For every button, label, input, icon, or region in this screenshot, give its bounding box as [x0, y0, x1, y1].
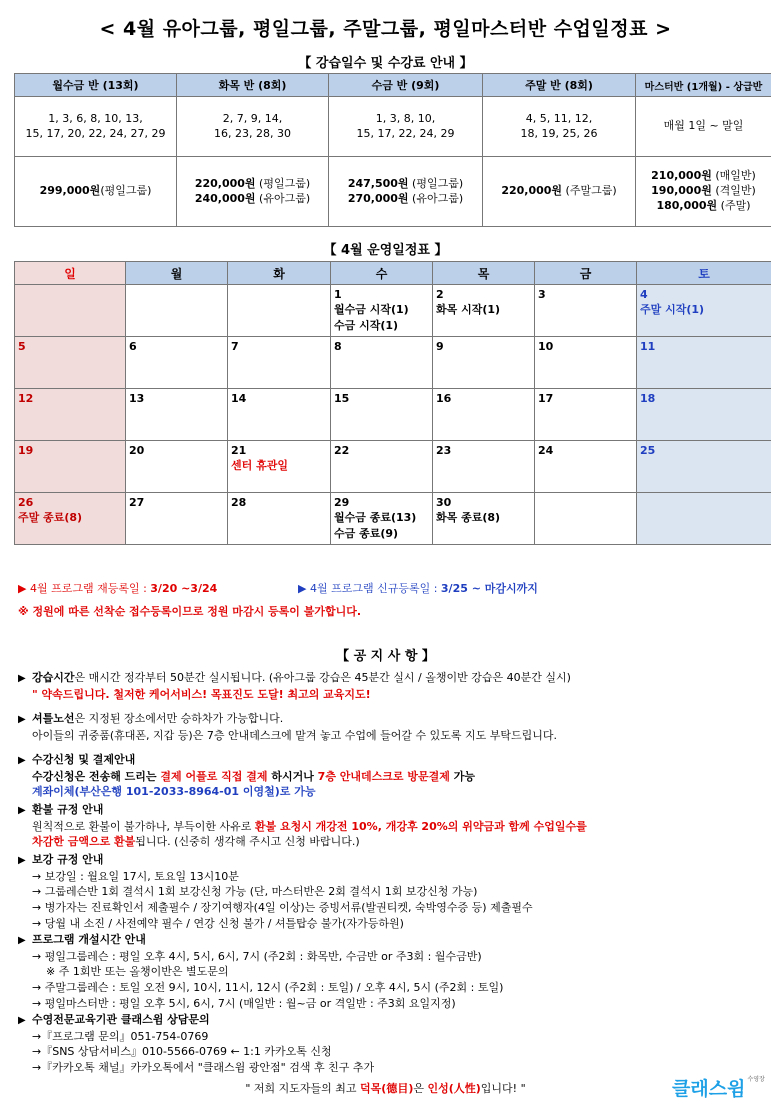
fee-label: (유아그룹): [255, 191, 311, 205]
closing-message: " 저희 지도자들의 최고 덕목(德目)은 인성(人性)입니다! ": [245, 1082, 526, 1095]
fee-amount: 270,000원: [347, 191, 409, 205]
fee-line: [638, 184, 769, 199]
calendar-day: [126, 441, 228, 493]
price-header-cell: 주말 반 (8회): [483, 74, 636, 97]
date-line: 18, 19, 25, 26: [520, 126, 598, 140]
day-number: 7: [231, 340, 239, 353]
day-number: 22: [334, 444, 350, 457]
day-number: 23: [436, 444, 452, 457]
notice-contact: ▶ 수영전문교육기관 클래스윔 상담문의 →『프로그램 문의』051-754-0769 →『SNS 상담서비스』010-5566-0769 ← 1:1 카카오톡 신청 →『카카오톡 채널』카카오톡에서 "클래스윔 광안점" 검색 후 친구 추가: [18, 1012, 758, 1076]
calendar-day: [15, 389, 126, 441]
day-number: 15: [334, 392, 350, 405]
fee-cell: [15, 157, 177, 227]
day-number: 9: [436, 340, 444, 353]
day-number: 24: [538, 444, 554, 457]
fee-cell: [483, 157, 636, 227]
day-note: 화목 시작(1): [436, 303, 501, 317]
calendar-day: [637, 441, 771, 493]
calendar-day: [535, 493, 637, 545]
day-number: 29: [334, 496, 350, 509]
calendar-title: 【 4월 운영일정표 】: [323, 243, 448, 258]
triangle-bullet-icon: ▶: [18, 855, 26, 866]
fee-cell: [636, 157, 771, 227]
fee-label: (주말): [717, 198, 751, 212]
weekday-header: 화: [228, 262, 331, 285]
bank-account: 계좌이체(부산은행 101-2033-8964-01 이영철)로 가능: [32, 785, 316, 799]
calendar-day: [228, 337, 331, 389]
day-number: 16: [436, 392, 452, 405]
notice-title: 【 공 지 사 항 】: [336, 649, 435, 664]
calendar-day: [228, 441, 331, 493]
notice-program-times: ▶ 프로그램 개설시간 안내 → 평일그룹레슨 : 평일 오후 4시, 5시, 6시, 7시 (주2회 : 화목반, 수금반 or 주3회 : 월수금반) ※ 주 1회반 또는 올챙이반은 별도문의 → 주말그룹레슨 : 토일 오전 9시, 10시, 11시, 12시 (주2회 : 토일) / 오후 4시, 5시 (주2회 : 토일) → 평일마스터반 : 평일 오후 5시, 6시, 7시 (매일반 : 월~금 or 격일반 : 주3회 요일지정): [18, 932, 758, 1012]
day-number: 5: [18, 340, 26, 353]
fee-line: [17, 184, 174, 199]
class-dates-cell: [636, 97, 771, 157]
triangle-bullet-icon: ▶: [18, 755, 26, 766]
fee-label: (평일그룹): [408, 176, 464, 190]
calendar-day: [126, 285, 228, 337]
calendar-day: [228, 389, 331, 441]
day-number: 26: [18, 496, 34, 509]
price-header-cell: 화목 반 (8회): [177, 74, 329, 97]
calendar-day: [535, 337, 637, 389]
day-number: 14: [231, 392, 247, 405]
price-table: [14, 73, 771, 227]
fee-line: [331, 192, 480, 207]
calendar-day: [331, 389, 433, 441]
day-number: 20: [129, 444, 145, 457]
calendar-day: [433, 441, 535, 493]
notice-payment: ▶ 수강신청 및 결제안내 수강신청은 전송해 드리는 결제 어플로 직접 결제 하시거나 7층 안내데스크로 방문결제 가능 계좌이체(부산은행 101-2033-8964-01 이영철)로 가능: [18, 752, 758, 800]
fee-line: [485, 184, 633, 199]
fee-amount: 190,000원: [651, 184, 712, 198]
class-dates-cell: [329, 97, 483, 157]
notice-makeup: ▶ 보강 규정 안내 → 보강일 : 월요일 17시, 토요일 13시10분 → 그룹레슨반 1회 결석시 1회 보강신청 가능 (단, 마스터반은 2회 결석시 1회 보강신청 가능) → 병가자는 진료확인서 제출필수 / 장기여행자(4일 이상)는 증빙서류(발권티켓, 숙박영수증 등) 제출필수 → 당월 내 소진 / 사전예약 필수 / 연강 신청 불가 / 셔틀탑승 불가(자가등하원): [18, 852, 758, 932]
day-number: 11: [640, 340, 656, 353]
calendar-day: [331, 441, 433, 493]
notice-refund: ▶ 환불 규정 안내 원칙적으로 환불이 불가하나, 부득이한 사유로 환불 요청시 개강전 10%, 개강후 20%의 위약금과 함께 수업일수를 차감한 금액으로 환불됩니다. (신중히 생각해 주시고 신청 바랍니다.): [18, 803, 587, 849]
calendar-day: [637, 337, 771, 389]
day-number: 13: [129, 392, 145, 405]
fee-line: [179, 192, 326, 207]
date-line: 16, 23, 28, 30: [214, 126, 291, 140]
fee-cell: [177, 157, 329, 227]
fee-amount: 180,000원: [656, 198, 718, 212]
calendar-day: [433, 285, 535, 337]
triangle-bullet-icon: ▶: [18, 714, 26, 725]
calendar-day: [15, 285, 126, 337]
date-line: 15, 17, 20, 22, 24, 27, 29: [25, 126, 166, 140]
day-note: 화목 종료(8): [436, 511, 501, 525]
list-item: →『프로그램 문의』051-754-0769: [32, 1029, 209, 1043]
day-note: 수금 종료(9): [334, 526, 399, 540]
list-item: → 보강일 : 월요일 17시, 토요일 13시10분: [32, 869, 239, 883]
day-note: 센터 휴관일: [231, 459, 288, 473]
calendar-day: [126, 337, 228, 389]
calendar-day: [331, 285, 433, 337]
list-item: ※ 주 1회반 또는 올챙이반은 별도문의: [46, 965, 229, 979]
day-number: 27: [129, 496, 145, 509]
calendar-day: [126, 389, 228, 441]
triangle-bullet-icon: ▶: [18, 805, 26, 816]
day-number: 2: [436, 288, 444, 301]
fee-label: (유아그룹): [408, 191, 464, 205]
fee-label: (주말그룹): [562, 184, 617, 198]
calendar-week: [15, 337, 771, 389]
calendar-day: [433, 337, 535, 389]
day-number: 8: [334, 340, 342, 353]
list-item: → 병가자는 진료확인서 제출필수 / 장기여행자(4일 이상)는 증빙서류(발권티켓, 숙박영수증 등) 제출필수: [32, 901, 533, 915]
fee-amount: 299,000원: [39, 184, 101, 198]
day-note: 수금 시작(1): [334, 318, 399, 332]
notice-hours: ▶ 강습시간은 매시간 정각부터 50분간 실시됩니다. (유아그룹 강습은 45분간 실시 / 올챙이반 강습은 40분간 실시) " 약속드립니다. 철저한 케어서비스! 목표진도 도달! 최고의 교육지도!: [18, 671, 571, 701]
list-item: → 평일그룹레슨 : 평일 오후 4시, 5시, 6시, 7시 (주2회 : 화목반, 수금반 or 주3회 : 월수금반): [32, 949, 482, 963]
calendar-day: [228, 493, 331, 545]
weekday-header: 금: [535, 262, 637, 285]
fee-amount: 210,000원: [651, 169, 712, 183]
weekday-header: 일: [15, 262, 126, 285]
class-dates-cell: [483, 97, 636, 157]
registration-warning: ※ 정원에 따른 선착순 접수등록이므로 정원 마감시 등록이 불가합니다.: [18, 605, 362, 618]
date-line: 2, 7, 9, 14,: [222, 111, 283, 125]
calendar-day: [15, 441, 126, 493]
day-number: 21: [231, 444, 247, 457]
fee-amount: 220,000원: [194, 176, 256, 190]
calendar-day: [535, 285, 637, 337]
class-dates-cell: [177, 97, 329, 157]
list-item: → 그룹레슨반 1회 결석시 1회 보강신청 가능 (단, 마스터반은 2회 결석시 1회 보강신청 가능): [32, 885, 478, 899]
day-number: 17: [538, 392, 554, 405]
calendar-day: [331, 337, 433, 389]
weekday-header: 월: [126, 262, 228, 285]
calendar-week: [15, 285, 771, 337]
fee-label: (평일그룹): [100, 184, 152, 198]
calendar-day: [15, 337, 126, 389]
price-header-cell: 월수금 반 (13회): [15, 74, 177, 97]
day-number: 28: [231, 496, 247, 509]
calendar-week: [15, 493, 771, 545]
class-dates-cell: [15, 97, 177, 157]
new-registration-info: ▶ 4월 프로그램 신규등록일 : 3/25 ~ 마감시까지: [298, 582, 538, 595]
date-line: 1, 3, 8, 10,: [375, 111, 436, 125]
day-number: 30: [436, 496, 452, 509]
date-line: 1, 3, 6, 8, 10, 13,: [48, 111, 143, 125]
calendar-day: [331, 493, 433, 545]
list-item: →『SNS 상담서비스』010-5566-0769 ← 1:1 카카오톡 신청: [32, 1045, 332, 1059]
day-number: 18: [640, 392, 656, 405]
weekday-header: 수: [331, 262, 433, 285]
list-item: → 당월 내 소진 / 사전예약 필수 / 연강 신청 불가 / 셔틀탑승 불가(자가등하원): [32, 917, 404, 931]
calendar-day: [433, 493, 535, 545]
list-item: → 평일마스터반 : 평일 오후 5시, 6시, 7시 (매일반 : 월~금 or 격일반 : 주3회 요일지정): [32, 997, 456, 1011]
date-line: 매월 1일 ~ 말일: [663, 119, 744, 133]
calendar-day: [126, 493, 228, 545]
calendar-day: [637, 285, 771, 337]
notice-shuttle: ▶ 셔틀노선은 지정된 장소에서만 승하차가 가능합니다. 아이들의 귀중품(휴대폰, 지갑 등)은 7층 안내데스크에 맡겨 놓고 수업에 들어갈 수 있도록 지도 부탁드립니다.: [18, 712, 557, 742]
day-note: 월수금 시작(1): [334, 303, 409, 317]
calendar-week: [15, 441, 771, 493]
fee-label: (평일그룹): [255, 176, 311, 190]
fee-line: [638, 199, 769, 214]
calendar-day: [535, 389, 637, 441]
fee-line: [331, 177, 480, 192]
date-line: 15, 17, 22, 24, 29: [356, 126, 455, 140]
day-note: 주말 종료(8): [18, 511, 83, 525]
day-number: 6: [129, 340, 137, 353]
fee-label: (매일반): [711, 169, 756, 183]
calendar-day: [637, 493, 771, 545]
price-section-title: 【 강습일수 및 수강료 안내 】: [298, 56, 473, 71]
fee-amount: 220,000원: [501, 184, 563, 198]
triangle-bullet-icon: ▶: [18, 673, 26, 684]
brand-logo: 클래스윔 $^{수영장}$: [672, 1076, 765, 1100]
triangle-bullet-icon: ▶: [18, 1015, 26, 1026]
list-item: → 주말그룹레슨 : 토일 오전 9시, 10시, 11시, 12시 (주2회 : 토일) / 오후 4시, 5시 (주2회 : 토일): [32, 981, 504, 995]
day-number: 3: [538, 288, 546, 301]
triangle-bullet-icon: ▶: [18, 935, 26, 946]
day-number: 25: [640, 444, 656, 457]
fee-amount: 240,000원: [194, 191, 256, 205]
day-number: 19: [18, 444, 34, 457]
page-title: < 4월 유아그룹, 평일그룹, 주말그룹, 평일마스터반 수업일정표 >: [99, 18, 672, 40]
day-number: 4: [640, 288, 648, 301]
fee-amount: 247,500원: [347, 176, 409, 190]
calendar-day: [535, 441, 637, 493]
day-number: 10: [538, 340, 554, 353]
calendar-day: [228, 285, 331, 337]
calendar-day: [637, 389, 771, 441]
day-number: 1: [334, 288, 342, 301]
list-item: →『카카오톡 채널』카카오톡에서 "클래스윔 광안점" 검색 후 친구 추가: [32, 1061, 375, 1075]
fee-line: [638, 169, 769, 184]
day-note: 주말 시작(1): [640, 303, 705, 317]
weekday-header: 토: [637, 262, 771, 285]
day-note: 월수금 종료(13): [334, 511, 417, 525]
fee-label: (격일반): [711, 184, 756, 198]
calendar-day: [433, 389, 535, 441]
day-number: 12: [18, 392, 34, 405]
date-line: 4, 5, 11, 12,: [525, 111, 593, 125]
calendar-day: [15, 493, 126, 545]
weekday-header: 목: [433, 262, 535, 285]
fee-cell: [329, 157, 483, 227]
price-header-cell: 마스터반 (1개월) - 상급반: [636, 74, 771, 97]
calendar-week: [15, 389, 771, 441]
price-header-cell: 수금 반 (9회): [329, 74, 483, 97]
re-registration-info: ▶ 4월 프로그램 재등록일 : 3/20 ~3/24: [18, 582, 218, 595]
fee-line: [179, 177, 326, 192]
calendar-table: [14, 261, 771, 545]
